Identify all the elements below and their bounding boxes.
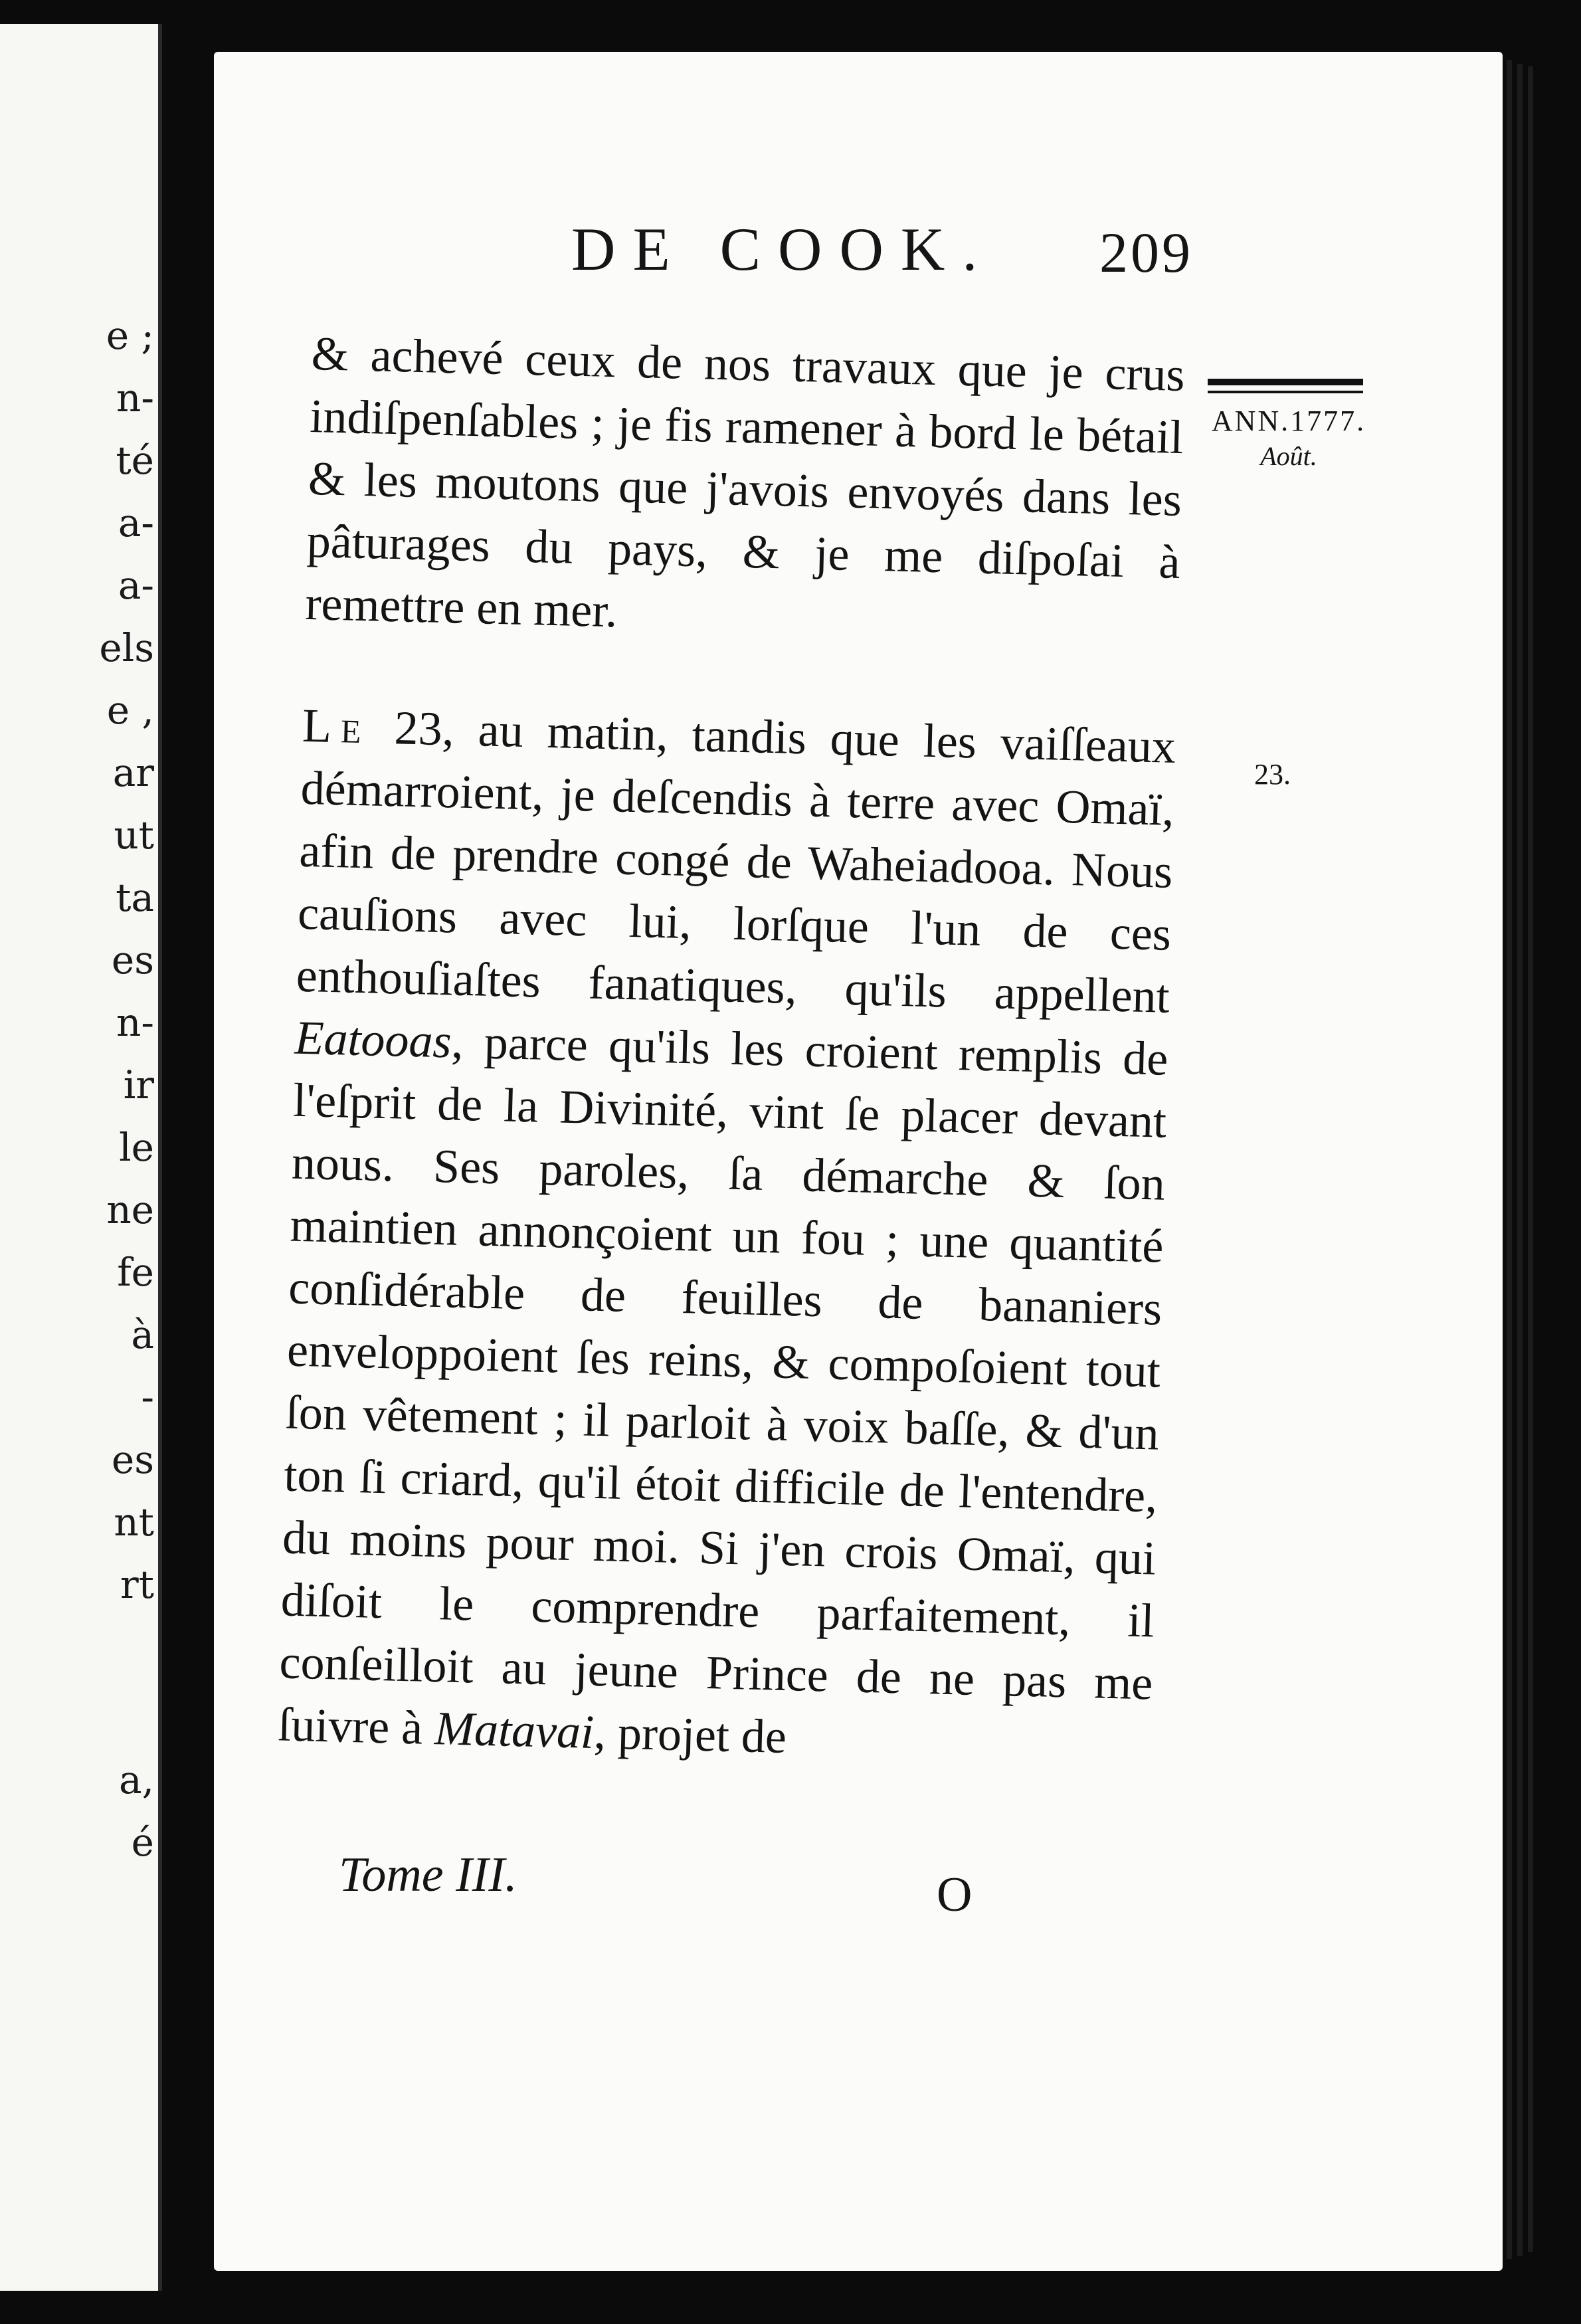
left-page-line-end: le [119, 1125, 154, 1170]
body-text [277, 322, 1185, 1777]
left-page-line-end: a, [118, 1757, 154, 1802]
paragraph-2 [277, 694, 1176, 1777]
italic-place-matavai: Matavai [434, 1701, 595, 1759]
left-page-line-end: es [111, 1437, 154, 1482]
page-number: 209 [1099, 221, 1193, 284]
left-page-line-end: a- [118, 500, 154, 545]
left-page-line-end: fe [117, 1250, 154, 1295]
left-page-line-end: rt [120, 1562, 154, 1607]
left-page-line-end: ut [114, 813, 154, 858]
left-page-line-end: nt [114, 1500, 154, 1545]
left-page-line-end: e , [106, 688, 154, 733]
margin-year: ANN.1777. [1211, 405, 1366, 437]
running-head-title: DE COOK. [571, 215, 995, 283]
left-page-line-end: é [131, 1820, 154, 1865]
margin-rule-thin [1208, 391, 1363, 393]
left-page-line-end: ar [112, 750, 154, 795]
paragraph-2-part-2: , parce qu'ils les croient remplis de l'eſprit de la Divinité, vint ſe placer devant nous. Ses paroles, ſa démarche & ſon maintien annonçoient un fou ; une quantité conſidérable de feuilles de bananiers enveloppoient ſes reins, & compoſoient tout ſon vêtement ; il parloit à voix baſſe, & d'un ton ſi criard, qu'il étoit difficile de l'entendre, du moins pour moi. Si j'en crois Omaï, qui diſoit le comprendre parfaitement, il conſeilloit au jeune Prince de ne pas me ſuivre à [277, 1015, 1169, 1755]
margin-rule-thick [1208, 379, 1363, 385]
left-page-fragment [0, 24, 162, 2291]
paragraph-lead: Le [302, 698, 371, 754]
italic-term-eatooas: Eatooas [294, 1011, 452, 1068]
left-page-line-end: - [141, 1375, 154, 1420]
signature-mark: O [937, 1868, 973, 1922]
left-page-line-end: e ; [106, 313, 154, 358]
page-edge [1528, 66, 1533, 2252]
left-page-line-end: es [111, 937, 154, 983]
paragraph-2-part-3: , projet de [593, 1705, 787, 1764]
page-edge [1507, 60, 1512, 2259]
left-page-line-end: ir [123, 1062, 154, 1108]
left-page-line-end: a- [118, 563, 154, 608]
volume-label: Tome III. [339, 1848, 517, 1902]
margin-month: Août. [1260, 441, 1317, 471]
left-page-line-end: els [99, 625, 154, 670]
left-page-line-end: té [116, 438, 154, 483]
book-page [214, 52, 1503, 2271]
page-edge [1517, 64, 1523, 2256]
paragraph-2-part-1: 23, au matin, tandis que les vaiſſeaux démarroient, je deſcendis à terre avec Omaï, afin de prendre congé de Waheiadooa. Nous cauſions avec lui, lorſque l'un de ces enthouſiaſtes fanatiques, qu'ils appellent [296, 700, 1176, 1023]
left-page-line-end: ne [106, 1187, 154, 1232]
left-page-line-end: ta [116, 875, 154, 920]
left-page-line-end: n- [116, 1000, 154, 1045]
left-page-line-end: à [131, 1312, 154, 1357]
left-page-line-end: n- [116, 375, 154, 421]
margin-date: 23. [1254, 758, 1291, 791]
margin-note [1202, 379, 1375, 472]
paragraph-1: & achevé ceux de nos travaux que je crus indiſpenſables ; je fis ramener à bord le bétail & les moutons que j'avois envoyés dans les pâturages du pays, & je me diſpoſai à remettre en mer. [304, 326, 1186, 638]
